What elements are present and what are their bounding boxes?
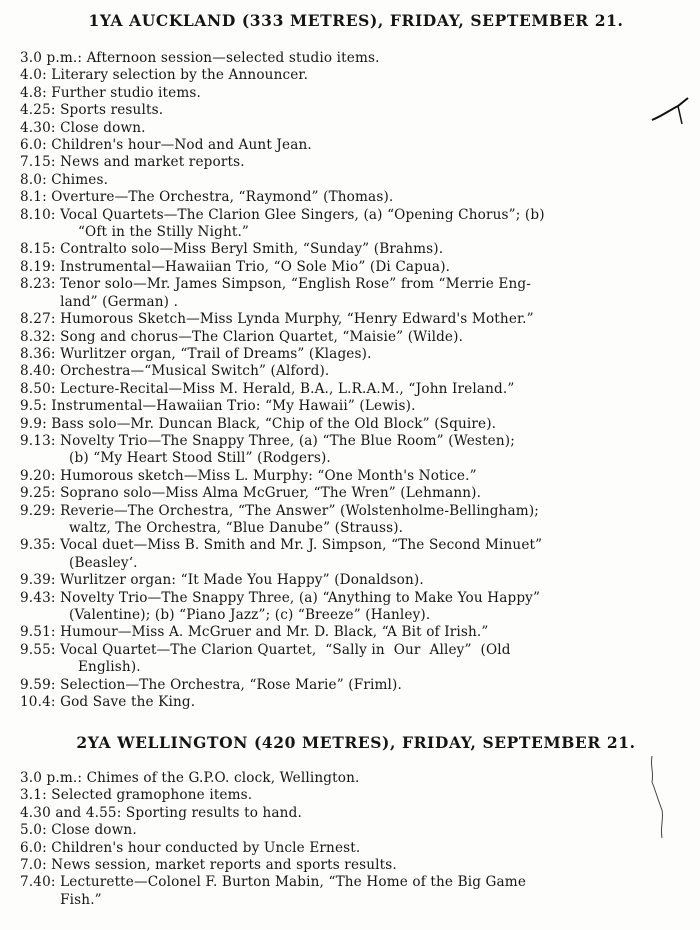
entry-time: 9.51: [20,624,61,641]
auckland-heading: 1YA AUCKLAND (333 METRES), FRIDAY, SEPTEMBER 21. [88,11,624,30]
programme-entry [20,857,692,874]
entry-time: 9.20: [20,467,61,484]
entry-text [60,276,692,311]
programme-entry [20,537,692,572]
entry-line: Sporting results to hand. [125,804,302,821]
programme-entry [20,624,692,641]
entry-line: Children's hour—Nod and Aunt Jean. [51,137,312,154]
entry-text [60,572,692,589]
entry-time: 4.0: [20,67,52,84]
entry-time: 9.13: [20,432,61,449]
programme-entry [20,189,692,206]
entry-text [60,346,692,363]
entry-time: 3.0 p.m.: [20,50,87,66]
programme-entry [20,102,692,119]
entry-text [51,398,692,415]
entry-line: Lecture-Recital—Miss M. Herald, B.A., L.R.A.M., “John Ireland.” [60,380,515,397]
entry-time: 8.10: [20,206,61,223]
programme-entry [20,694,692,711]
entry-line: “Oft in the Stilly Night.” [60,224,250,241]
entry-time: 9.29: [20,502,61,519]
programme-entry [20,503,692,538]
entry-time: 4.8: [20,84,52,101]
entry-time: 3.0 p.m.: [20,770,87,786]
programme-entry [20,677,692,694]
entry-text [60,485,692,502]
programme-entry [20,840,692,857]
entry-time: 6.0: [20,137,52,154]
entry-text [51,822,692,839]
entry-line: Wurlitzer organ: “It Made You Happy” (Donaldson). [60,572,424,589]
entry-line: Afternoon session—selected studio items. [86,50,380,66]
entry-text [60,363,692,380]
wellington-heading: 2YA WELLINGTON (420 METRES), FRIDAY, SEPTEMBER 21. [76,733,636,752]
entry-time: 9.39: [20,572,61,589]
entry-line: Novelty Trio—The Snappy Three, (a) “Anything to Make You Happy” [60,589,541,606]
entry-text [60,311,692,328]
entry-text [60,259,692,276]
entry-text [87,770,692,787]
entry-text [60,120,692,137]
entry-line: Chimes of the G.P.O. clock, Wellington. [86,770,360,786]
entry-line: Novelty Trio—The Snappy Three, (a) “The Blue Room” (Westen); [60,432,515,449]
entry-text [51,857,692,874]
entry-text [51,787,692,804]
entry-line: Tenor solo—Mr. James Simpson, “English Rose” from “Merrie Eng- [60,276,531,293]
entry-text [60,874,692,909]
entry-time: 9.9: [20,415,52,432]
programme-entry [20,207,692,242]
entry-line: (Beasley‘. [60,554,138,571]
entry-line: Wurlitzer organ, “Trail of Dreams” (Klages). [60,345,372,362]
entry-line: Instrumental—Hawaiian Trio: “My Hawaii” (Lewis). [51,398,416,415]
entry-time: 7.0: [20,857,52,874]
auckland-programme-list [20,50,692,711]
entry-time: 8.27: [20,311,61,328]
scan-scratch-decoration [646,752,676,842]
auckland-programme-section [20,10,692,711]
entry-text [60,537,692,572]
entry-text [60,694,692,711]
programme-entry [20,642,692,677]
entry-text [60,433,692,468]
programme-entry [20,468,692,485]
entry-time: 9.35: [20,537,61,554]
programme-entry [20,363,692,380]
entry-text [60,241,692,258]
entry-line: Further studio items. [51,84,201,101]
entry-time: 8.0: [20,171,52,188]
programme-entry [20,241,692,258]
programme-entry [20,381,692,398]
entry-line: Selected gramophone items. [51,787,253,804]
programme-entry [20,311,692,328]
entry-time: 8.32: [20,328,61,345]
programme-entry [20,346,692,363]
entry-time: 8.40: [20,363,61,380]
entry-line: Reverie—The Orchestra, “The Answer” (Wolstenholme-Bellingham); [60,502,540,519]
programme-entry [20,805,692,822]
programme-entry [20,822,692,839]
entry-line: Overture—The Orchestra, “Raymond” (Thomas). [51,189,394,206]
entry-time: 8.23: [20,276,61,293]
programme-entry [20,416,692,433]
programme-entry [20,67,692,84]
entry-text [60,590,692,625]
programme-entry [20,770,692,787]
programme-entry [20,572,692,589]
entry-line: Children's hour conducted by Uncle Ernest. [51,839,361,856]
programme-entry [20,398,692,415]
entry-text [60,102,692,119]
entry-line: Fish.” [60,891,102,908]
entry-text [51,172,692,189]
entry-line: Orchestra—“Musical Switch” (Alford). [60,363,330,380]
entry-line: (b) “My Heart Stood Still” (Rodgers). [60,450,331,467]
entry-line: Instrumental—Hawaiian Trio, “O Sole Mio” (Di Capua). [60,258,451,275]
entry-time: 4.25: [20,102,61,119]
programme-entry [20,485,692,502]
entry-time: 7.15: [20,154,61,171]
entry-line: land” (German) . [60,293,179,310]
entry-time: 10.4: [20,694,61,711]
entry-text [51,840,692,857]
entry-time: 4.30: [20,119,61,136]
programme-entry [20,787,692,804]
entry-line: Humorous Sketch—Miss Lynda Murphy, “Henry Edward's Mother.” [60,311,534,328]
entry-time: 9.59: [20,676,61,693]
entry-line: God Save the King. [60,694,196,711]
programme-entry [20,137,692,154]
entry-line: Sports results. [60,102,164,119]
entry-time: 9.25: [20,485,61,502]
entry-line: Literary selection by the Announcer. [51,67,309,84]
entry-time: 8.19: [20,258,61,275]
entry-text [51,85,692,102]
entry-line: Vocal duet—Miss B. Smith and Mr. J. Simpson, “The Second Minuet” [60,537,543,554]
entry-time: 3.1: [20,787,52,804]
entry-line: Contralto solo—Miss Beryl Smith, “Sunday” (Brahms). [60,241,444,258]
entry-line: Song and chorus—The Clarion Quartet, “Maisie” (Wilde). [60,328,464,345]
entry-line: Vocal Quartets—The Clarion Glee Singers, (a) “Opening Chorus”; (b) [60,206,545,223]
entry-text [60,154,692,171]
programme-entry [20,329,692,346]
entry-line: Selection—The Orchestra, “Rose Marie” (Friml). [60,676,402,693]
programme-entry [20,590,692,625]
programme-entry [20,259,692,276]
entry-line: News and market reports. [60,154,245,171]
entry-time: 6.0: [20,839,52,856]
entry-text [60,381,692,398]
entry-text [87,50,692,67]
entry-time: 5.0: [20,822,52,839]
wellington-programme-section [20,732,692,909]
programme-entry [20,433,692,468]
entry-line: (Valentine); (b) “Piano Jazz”; (c) “Breeze” (Hanley). [60,607,431,623]
entry-line: waltz, The Orchestra, “Blue Danube” (Strauss). [60,519,404,536]
entry-text [51,137,692,154]
programme-entry [20,154,692,171]
entry-line: Humour—Miss A. McGruer and Mr. D. Black, “A Bit of Irish.” [60,624,489,641]
entry-time: 4.30 and 4.55: [20,804,126,821]
entry-line: News session, market reports and sports results. [51,857,397,874]
entry-line: English). [60,659,141,676]
entry-line: Humorous sketch—Miss L. Murphy: “One Month's Notice.” [60,467,477,484]
entry-time: 8.36: [20,345,61,362]
entry-line: Vocal Quartet—The Clarion Quartet, “Sally in Our Alley” (Old [60,641,511,658]
entry-line: Bass solo—Mr. Duncan Black, “Chip of the Old Block” (Squire). [51,415,497,432]
entry-line: Close down. [51,822,137,839]
entry-line: Lecturette—Colonel F. Burton Mabin, “The Home of the Big Game [60,874,527,891]
entry-line: Chimes. [51,171,109,188]
entry-time: 9.43: [20,589,61,606]
programme-entry [20,172,692,189]
entry-time: 9.5: [20,398,52,415]
entry-text [60,624,692,641]
entry-text [60,468,692,485]
entry-text [51,416,692,433]
entry-line: Close down. [60,119,146,136]
entry-text [60,642,692,677]
entry-time: 8.50: [20,380,61,397]
entry-line: Soprano solo—Miss Alma McGruer, “The Wren” (Lehmann). [60,485,482,502]
entry-time: 9.55: [20,641,61,658]
entry-text [60,207,692,242]
entry-text [60,503,692,538]
entry-text [126,805,692,822]
programme-entry [20,874,692,909]
entry-text [60,329,692,346]
programme-entry [20,50,692,67]
entry-text [60,677,692,694]
wellington-programme-list [20,770,692,909]
programme-entry [20,120,692,137]
programme-entry [20,85,692,102]
programme-entry [20,276,692,311]
entry-time: 8.15: [20,241,61,258]
entry-time: 7.40: [20,874,61,891]
entry-text [51,67,692,84]
entry-time: 8.1: [20,189,52,206]
ink-mark-decoration [648,94,696,134]
entry-text [51,189,692,206]
